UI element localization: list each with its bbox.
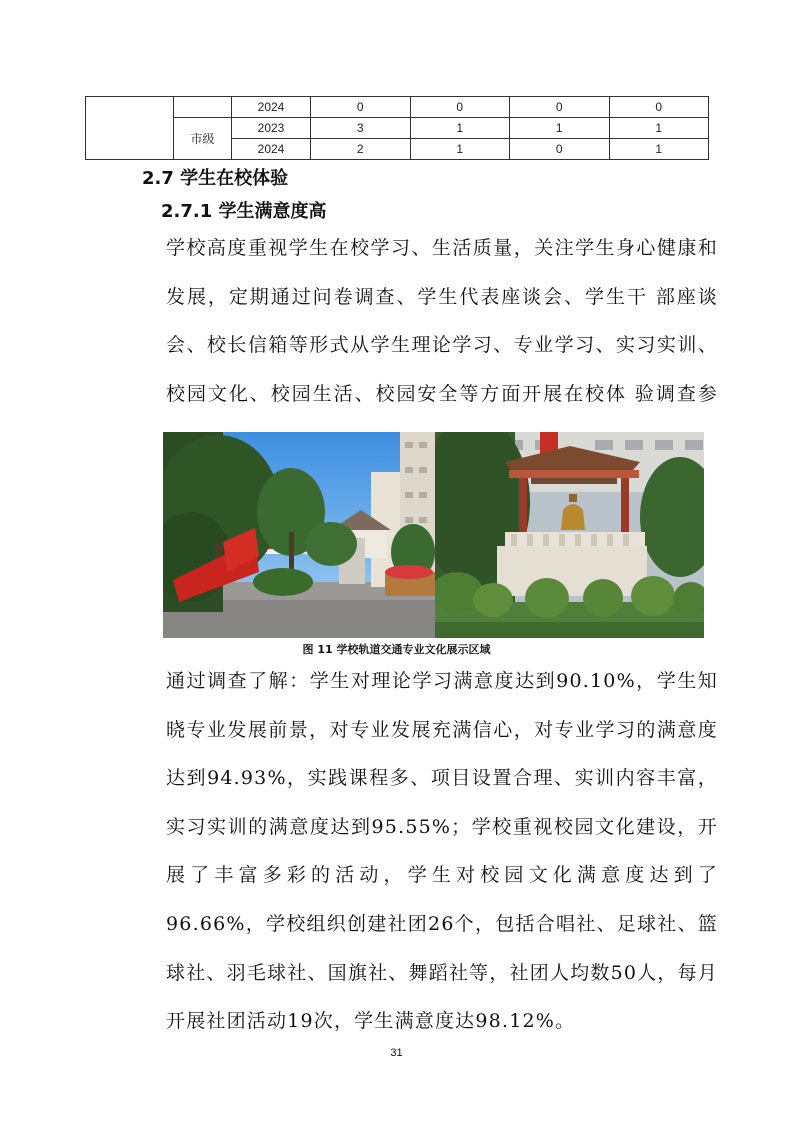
table-cell: 1 [410, 139, 510, 160]
table-row [86, 118, 709, 139]
table-cell: 0 [311, 97, 411, 118]
statistics-table [85, 96, 709, 160]
table-cell: 1 [609, 118, 709, 139]
body-paragraph: 通过调查了解：学生对理论学习满意度达到90.10%，学生知晓专业发展前景，对专业发展充满信心，对专业学习的满意度达到94.93%，实践课程多、项目设置合理、实训内容丰富，实习实训的满意度达到95.55%；学校重视校园文化建设，开展了丰富多彩的活动，学生对校园文化满意度达到了96.66%，学校组织创建社团26个，包括合唱社、足球社、篮球社、羽毛球社、国旗社、舞蹈社等，社团人均数50人，每月开展社团活动19次，学生满意度达98.12%。 [166, 670, 718, 1033]
table-cell: 1 [510, 118, 610, 139]
table-cell: 0 [410, 97, 510, 118]
campus-bell-pavilion-photo [435, 432, 704, 638]
table-cell: 3 [311, 118, 411, 139]
campus-entrance-photo [163, 432, 435, 638]
page-number: 31 [390, 1047, 403, 1059]
table-cell-year: 2023 [232, 118, 311, 139]
figure-caption: 图 11 学校轨道交通专业文化展示区域 [302, 643, 491, 656]
table-cell-year: 2024 [232, 139, 311, 160]
subsection-heading: 2.7.1 学生满意度高 [161, 201, 327, 222]
body-paragraph: 学校高度重视学生在校学习、生活质量，关注学生身心健康和发展，定期通过问卷调查、学生代表座谈会、学生干 部座谈会、校长信箱等形式从学生理论学习、专业学习、实习实训、校园文化、校园生活、校园安全等方面开展在校体 验调查参 [166, 237, 718, 405]
figure-photos [163, 432, 704, 638]
section-heading: 2.7 学生在校体验 [142, 168, 289, 189]
table-cell: 1 [410, 118, 510, 139]
table-cell: 1 [609, 139, 709, 160]
table-cell: 0 [510, 97, 610, 118]
table-row [86, 97, 709, 118]
table-cell: 0 [510, 139, 610, 160]
table-cell: 0 [609, 97, 709, 118]
table-cell-empty [86, 97, 174, 160]
table-cell: 2 [311, 139, 411, 160]
table-cell-level: 市级 [174, 118, 232, 160]
table-cell-empty [174, 97, 232, 118]
table-cell-year: 2024 [232, 97, 311, 118]
